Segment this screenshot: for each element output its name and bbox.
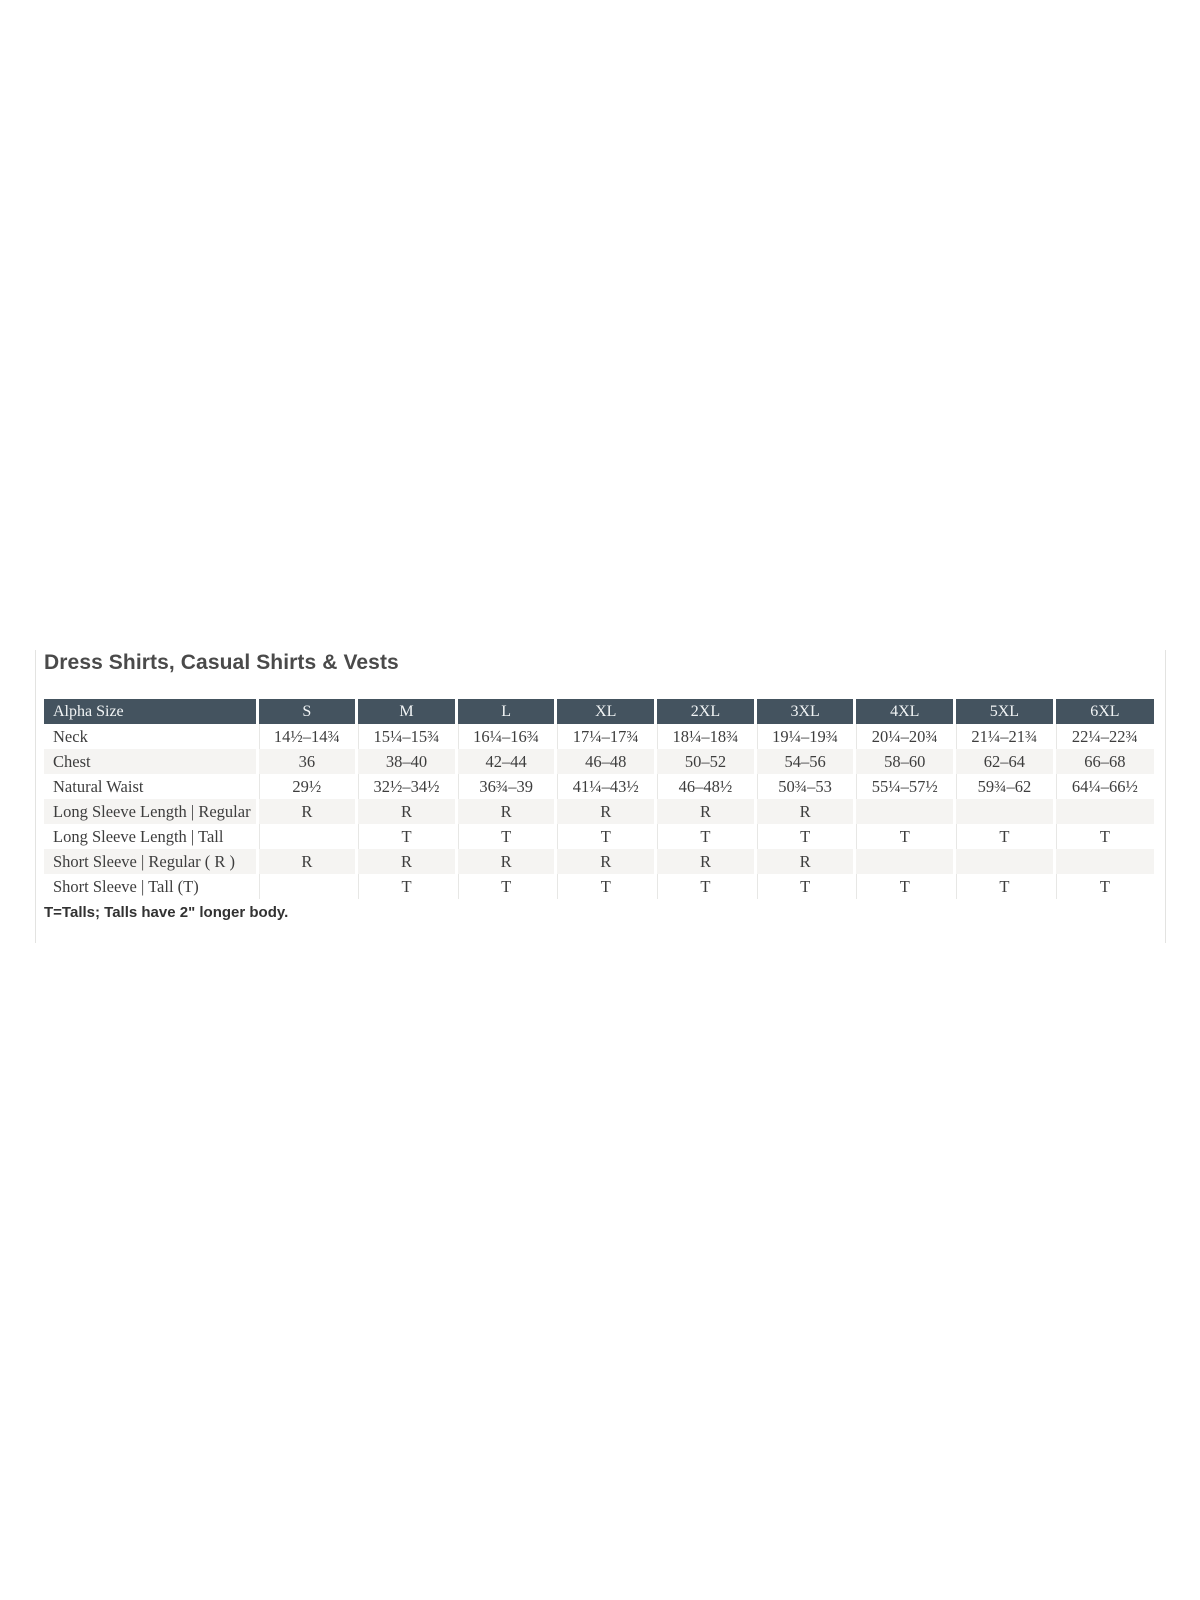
- page-title: Dress Shirts, Casual Shirts & Vests: [44, 651, 399, 674]
- size-cell: 29½: [257, 774, 357, 799]
- size-cell: 55¼–57½: [855, 774, 955, 799]
- size-cell: R: [656, 799, 756, 824]
- size-cell: [257, 824, 357, 849]
- size-cell: 15¼–15¾: [357, 724, 457, 749]
- size-cell: T: [755, 824, 855, 849]
- size-cell: [955, 849, 1055, 874]
- size-cell: T: [955, 824, 1055, 849]
- size-cell: [855, 799, 955, 824]
- size-cell: T: [556, 824, 656, 849]
- table-row: [44, 774, 1154, 799]
- size-cell: 19¼–19¾: [755, 724, 855, 749]
- row-label: Long Sleeve Length | Regular: [44, 799, 257, 824]
- size-cell: 16¼–16¾: [456, 724, 556, 749]
- size-cell: [955, 799, 1055, 824]
- column-header-2xl: 2XL: [656, 699, 756, 724]
- size-cell: 32½–34½: [357, 774, 457, 799]
- table-row: [44, 749, 1154, 774]
- size-cell: 38–40: [357, 749, 457, 774]
- size-cell: R: [755, 799, 855, 824]
- size-cell: R: [755, 849, 855, 874]
- table-row: [44, 824, 1154, 849]
- size-cell: T: [656, 874, 756, 899]
- size-cell: 18¼–18¾: [656, 724, 756, 749]
- size-cell: 50–52: [656, 749, 756, 774]
- size-cell: T: [357, 874, 457, 899]
- column-header-5xl: 5XL: [955, 699, 1055, 724]
- size-cell: 54–56: [755, 749, 855, 774]
- size-cell: R: [556, 799, 656, 824]
- size-cell: 58–60: [855, 749, 955, 774]
- column-header-alpha-size: Alpha Size: [44, 699, 257, 724]
- row-label: Short Sleeve | Regular ( R ): [44, 849, 257, 874]
- size-cell: R: [357, 799, 457, 824]
- size-cell: R: [257, 849, 357, 874]
- size-cell: T: [855, 874, 955, 899]
- size-cell: R: [656, 849, 756, 874]
- size-cell: R: [357, 849, 457, 874]
- size-chart-card: [35, 650, 1166, 943]
- size-cell: 21¼–21¾: [955, 724, 1055, 749]
- column-header-6xl: 6XL: [1054, 699, 1154, 724]
- size-cell: T: [456, 874, 556, 899]
- size-cell: R: [556, 849, 656, 874]
- size-cell: T: [1054, 874, 1154, 899]
- size-cell: 66–68: [1054, 749, 1154, 774]
- table-row: [44, 849, 1154, 874]
- size-cell: T: [955, 874, 1055, 899]
- size-cell: R: [257, 799, 357, 824]
- size-cell: [257, 874, 357, 899]
- column-header-xl: XL: [556, 699, 656, 724]
- row-label: Neck: [53, 727, 88, 746]
- size-cell: T: [755, 874, 855, 899]
- size-cell: T: [1054, 824, 1154, 849]
- size-cell: 41¼–43½: [556, 774, 656, 799]
- size-cell: [1054, 799, 1154, 824]
- row-label: Short Sleeve | Tall (T): [53, 877, 199, 896]
- size-cell: 62–64: [955, 749, 1055, 774]
- size-table-body: [44, 724, 1154, 899]
- size-cell: [1054, 849, 1154, 874]
- column-header-s: S: [257, 699, 357, 724]
- column-header-4xl: 4XL: [855, 699, 955, 724]
- column-header-m: M: [357, 699, 457, 724]
- table-row: [44, 874, 1154, 899]
- footnote: T=Talls; Talls have 2" longer body.: [44, 904, 289, 921]
- size-cell: 42–44: [456, 749, 556, 774]
- size-cell: 36: [257, 749, 357, 774]
- size-cell: T: [855, 824, 955, 849]
- size-cell: 17¼–17¾: [556, 724, 656, 749]
- size-cell: T: [656, 824, 756, 849]
- row-label: Long Sleeve Length | Tall: [53, 827, 224, 846]
- size-cell: R: [456, 849, 556, 874]
- size-cell: 46–48: [556, 749, 656, 774]
- size-cell: R: [456, 799, 556, 824]
- size-cell: 64¼–66½: [1054, 774, 1154, 799]
- size-cell: 20¼–20¾: [855, 724, 955, 749]
- row-label: Chest: [44, 749, 257, 774]
- size-cell: 59¾–62: [955, 774, 1055, 799]
- column-header-l: L: [456, 699, 556, 724]
- size-cell: 14½–14¾: [257, 724, 357, 749]
- size-cell: 50¾–53: [755, 774, 855, 799]
- size-cell: 36¾–39: [456, 774, 556, 799]
- size-cell: 46–48½: [656, 774, 756, 799]
- table-header-row: [44, 699, 1154, 724]
- size-cell: 22¼–22¾: [1054, 724, 1154, 749]
- size-cell: T: [357, 824, 457, 849]
- size-table: [44, 699, 1154, 899]
- size-cell: T: [456, 824, 556, 849]
- table-row: [44, 724, 1154, 749]
- table-row: [44, 799, 1154, 824]
- size-cell: T: [556, 874, 656, 899]
- size-cell: [855, 849, 955, 874]
- row-label: Natural Waist: [53, 777, 144, 796]
- column-header-3xl: 3XL: [755, 699, 855, 724]
